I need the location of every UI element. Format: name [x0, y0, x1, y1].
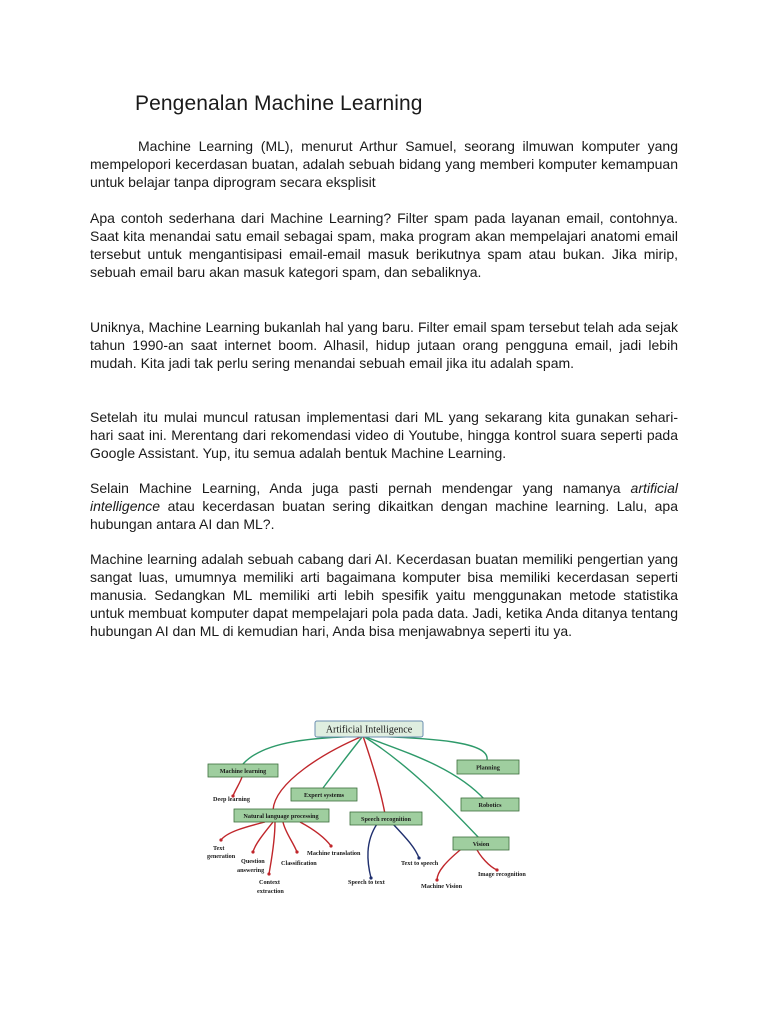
leaf-machine-translation: Machine translation [307, 850, 361, 857]
page-title: Pengenalan Machine Learning [135, 92, 423, 115]
leaf-text-to-speech: Text to speech [401, 860, 439, 867]
leaf-context-2: extraction [257, 888, 284, 895]
dot-class [295, 850, 298, 853]
dot-qa [251, 850, 254, 853]
leaf-image-recognition: Image recognition [478, 871, 526, 878]
connector-nlp-text [221, 822, 265, 840]
node-speech-recognition-label: Speech recognition [361, 816, 411, 823]
node-machine-learning-label: Machine learning [219, 768, 267, 775]
ai-mindmap-svg [205, 712, 555, 900]
node-robotics-label: Robotics [478, 802, 502, 809]
node-vision [453, 837, 509, 850]
leaf-text-generation-2: generation [207, 853, 236, 860]
paragraph-ai-question-after: atau kecerdasan buatan sering dikaitkan dengan machine learning. Lalu, apa hubungan antara AI dan ML?. [90, 498, 678, 532]
dot-context [267, 872, 270, 875]
paragraph-implementations: Setelah itu mulai muncul ratusan implementasi dari ML yang sekarang kita gunakan sehari-hari saat ini. Merentang dari rekomendasi video di Youtube, hingga kontrol suara seperti pada Google Assistant. Yup, itu semua adalah bentuk Machine Learning. [90, 409, 678, 461]
node-expert-systems [291, 788, 357, 801]
paragraph-history: Uniknya, Machine Learning bukanlah hal yang baru. Filter email spam tersebut telah ada sejak tahun 1990-an saat internet boom. Alhasil, hidup jutaan orang pengguna email, jadi lebih mudah. Kita jadi tak perlu sering menandai sebuah email jika itu adalah spam. [90, 319, 678, 371]
connector-nlp-mt [300, 822, 331, 846]
leaf-classification: Classification [281, 860, 317, 867]
dot-text [219, 838, 222, 841]
node-planning-label: Planning [476, 764, 500, 772]
leaf-deep-learning: Deep learning [213, 796, 250, 803]
connector-nlp-class [283, 822, 297, 852]
dot-mt [329, 844, 332, 847]
paragraph-spam-example: Apa contoh sederhana dari Machine Learning? Filter spam pada layanan email, contohnya. Saat kita menandai satu email sebagai spam, maka program akan mempelajari anatomi email tersebut untuk mengantisipasi email-email masuk berikutnya spam atau bukan. Jika mirip, sebuah email baru akan masuk kategori spam, dan sebaliknya. [90, 210, 678, 280]
leaf-qa-1: Question [241, 858, 265, 865]
connector-nlp-context [269, 822, 275, 874]
connector-speech-tts [393, 824, 419, 858]
connector-vision-mv [437, 846, 465, 880]
paragraph-ai-ml-relation: Machine learning adalah sebuah cabang dari AI. Kecerdasan buatan memiliki pengertian yang sangat luas, umumnya memiliki arti bagaimana komputer bisa memiliki kecerdasan seperti manusia. Sedangkan ML memiliki arti lebih spesifik yaitu menggunakan metode statistika untuk membuat komputer dapat mempelajari pola pada data. Jadi, ketika Anda ditanya tentang hubungan AI dan ML di kemudian hari, Anda bisa menjawabnya seperti itu ya. [90, 551, 678, 639]
leaf-machine-vision: Machine Vision [421, 883, 463, 890]
node-vision-label: Vision [472, 841, 490, 848]
leaf-qa-2: answering [237, 867, 265, 874]
node-speech-recognition [350, 812, 422, 825]
node-nlp-label: Natural language processing [243, 813, 319, 820]
leaf-speech-to-text: Speech to text [348, 879, 385, 886]
node-machine-learning [208, 764, 278, 777]
connector-nlp-qa [253, 822, 273, 852]
paragraph-ai-question [90, 479, 678, 533]
node-nlp [234, 809, 329, 822]
connector-speech-stt [368, 824, 377, 878]
node-robotics [461, 798, 519, 811]
node-root-label: Artificial Intelligence [325, 724, 413, 736]
paragraph-ai-question-before: Selain Machine Learning, Anda juga pasti pernah mendengar yang namanya [90, 480, 631, 496]
ai-mindmap-diagram [205, 712, 555, 900]
dot-mv [435, 878, 438, 881]
leaf-text-generation-1: Text [213, 845, 225, 852]
connector-root-expert [323, 736, 363, 788]
paragraph-ai-question-italic: artificial intelligence [90, 480, 678, 514]
node-expert-systems-label: Expert systems [303, 792, 345, 799]
paragraph-ml-definition: Machine Learning (ML), menurut Arthur Samuel, seorang ilmuwan komputer yang mempelopori kecerdasan buatan, adalah sebuah bidang yang memberi komputer kemampuan untuk belajar tanpa diprogram secara eksplisit [90, 138, 678, 190]
leaf-context-1: Context [259, 879, 280, 886]
node-planning [457, 760, 519, 774]
node-root [315, 721, 423, 737]
